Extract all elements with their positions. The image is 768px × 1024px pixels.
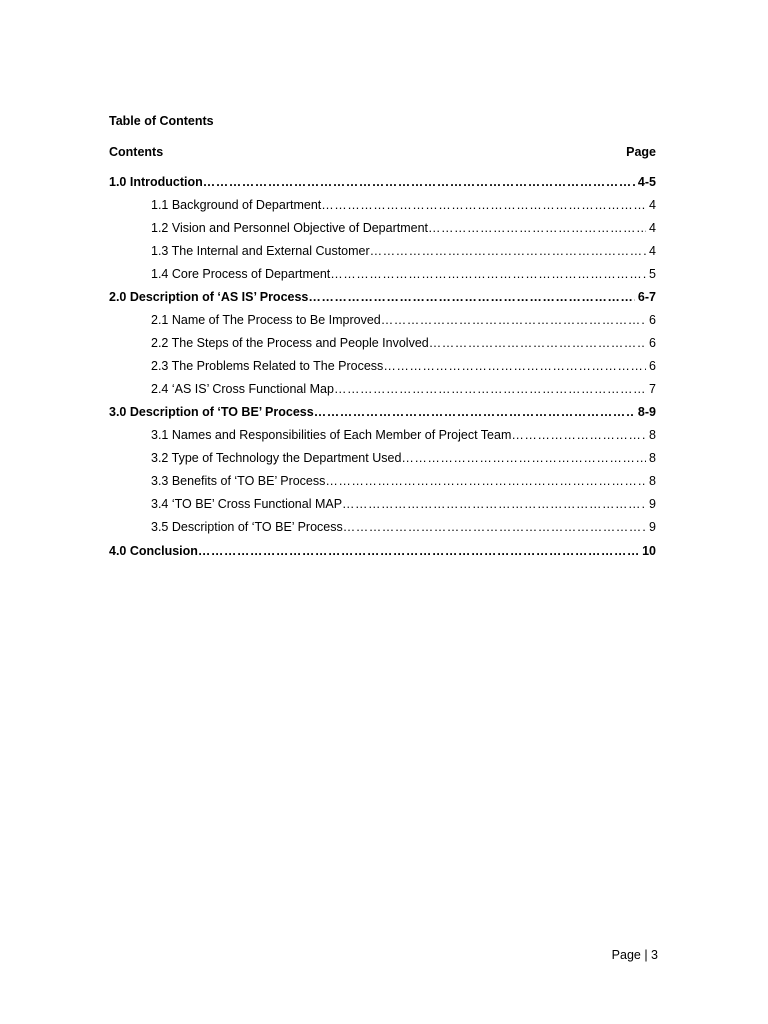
toc-entry-page: 6: [649, 313, 656, 327]
toc-entry-page: 8: [649, 428, 656, 442]
page-column-label: Page: [626, 145, 656, 159]
toc-entry-label: 2.0 Description of ‘AS IS’ Process: [109, 290, 309, 304]
toc-entry-label: 4.0 Conclusion: [109, 544, 198, 558]
toc-entry-label: 1.1 Background of Department: [151, 198, 322, 212]
toc-entry-page: 8: [649, 474, 656, 488]
toc-entry-3-4[interactable]: [151, 497, 656, 511]
toc-entry-page: 4: [649, 198, 656, 212]
toc-entry-page: 8-9: [637, 405, 656, 419]
toc-entry-page: 4: [649, 221, 656, 235]
toc-entry-2-0[interactable]: [109, 290, 656, 304]
toc-entry-label: 3.0 Description of ‘TO BE’ Process: [109, 405, 314, 419]
toc-entry-3-0[interactable]: [109, 405, 656, 419]
toc-entry-page: 7: [649, 382, 656, 396]
toc-entry-page: 9: [649, 520, 656, 534]
toc-entry-page: 4: [649, 244, 656, 258]
dot-leader: [383, 359, 646, 373]
toc-entry-label: 1.3 The Internal and External Customer: [151, 244, 370, 258]
toc-entry-3-5[interactable]: [151, 520, 656, 534]
toc-entry-label: 2.3 The Problems Related to The Process: [151, 359, 384, 373]
toc-entry-label: 3.2 Type of Technology the Department Used: [151, 451, 402, 465]
toc-entry-page: 5: [649, 267, 656, 281]
dot-leader: [429, 336, 646, 350]
toc-entry-3-2[interactable]: [151, 451, 656, 465]
toc-entry-label: 3.5 Description of ‘TO BE’ Process: [151, 520, 343, 534]
toc-entry-page: 6-7: [637, 290, 656, 304]
toc-entry-3-3[interactable]: [151, 474, 656, 488]
toc-entry-1-4[interactable]: [151, 267, 656, 281]
dot-leader: [401, 451, 646, 465]
toc-entry-3-1[interactable]: [151, 428, 656, 442]
toc-entry-page: 6: [649, 359, 656, 373]
dot-leader: [203, 175, 635, 189]
toc-entry-2-2[interactable]: [151, 336, 656, 350]
toc-title: Table of Contents: [109, 114, 214, 128]
toc-entry-page: 6: [649, 336, 656, 350]
toc-entry-label: 1.0 Introduction: [109, 175, 203, 189]
toc-entry-page: 8: [649, 451, 656, 465]
toc-entry-label: 3.1 Names and Responsibilities of Each Member of Project Team: [151, 428, 512, 442]
contents-column-label: Contents: [109, 145, 164, 159]
dot-leader: [381, 313, 646, 327]
toc-entry-1-2[interactable]: [151, 221, 656, 235]
toc-entry-label: 2.1 Name of The Process to Be Improved: [151, 313, 381, 327]
toc-entry-label: 3.3 Benefits of ‘TO BE’ Process: [151, 474, 326, 488]
dot-leader: [198, 544, 639, 558]
toc-entry-page: 9: [649, 497, 656, 511]
toc-entry-1-0[interactable]: [109, 175, 656, 189]
dot-leader: [314, 405, 635, 419]
toc-entry-label: 2.4 ‘AS IS’ Cross Functional Map: [151, 382, 334, 396]
toc-entry-label: 1.2 Vision and Personnel Objective of Department: [151, 221, 429, 235]
dot-leader: [330, 267, 646, 281]
dot-leader: [334, 382, 646, 396]
dot-leader: [428, 221, 646, 235]
dot-leader: [321, 198, 646, 212]
toc-entry-label: 3.4 ‘TO BE’ Cross Functional MAP: [151, 497, 343, 511]
toc-entry-1-1[interactable]: [151, 198, 656, 212]
dot-leader: [370, 244, 646, 258]
toc-entry-4-0[interactable]: [109, 544, 656, 558]
toc-entry-page: 10: [642, 544, 656, 558]
dot-leader: [308, 290, 635, 304]
toc-entry-2-3[interactable]: [151, 359, 656, 373]
dot-leader: [325, 474, 646, 488]
toc-entry-2-4[interactable]: [151, 382, 656, 396]
toc-entry-1-3[interactable]: [151, 244, 656, 258]
dot-leader: [342, 497, 646, 511]
toc-entry-2-1[interactable]: [151, 313, 656, 327]
toc-entry-page: 4-5: [637, 175, 656, 189]
toc-entry-label: 1.4 Core Process of Department: [151, 267, 331, 281]
dot-leader: [343, 520, 646, 534]
page-number-footer: Page | 3: [611, 948, 658, 962]
dot-leader: [511, 428, 646, 442]
toc-header-row: [109, 145, 656, 159]
toc-entry-label: 2.2 The Steps of the Process and People Involved: [151, 336, 429, 350]
